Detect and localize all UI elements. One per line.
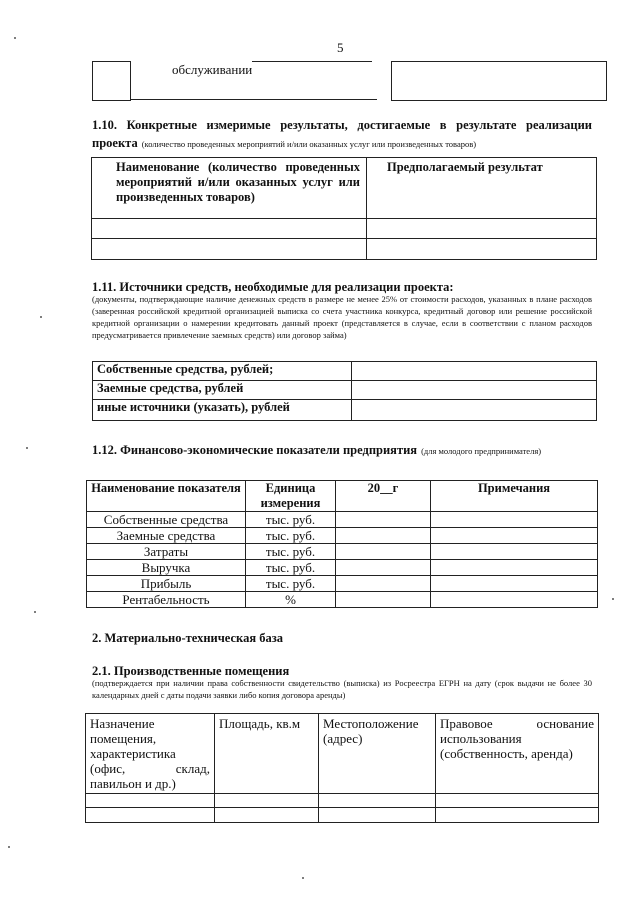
section-1-12-note: (для молодого предпринимателя) [421,446,542,456]
scan-speck [34,611,36,613]
section-1-11-title: 1.11. Источники средств, необходимые для реализации проекта: [92,280,454,294]
section-1-10-title: 1.10. Конкретные измеримые результаты, достигаемые в результате реализации проекта [92,118,592,150]
results-col-name: Наименование (количество проведенных мероприятий и/или оказанных услуг или произведенных товаров) [92,158,367,219]
input-cell[interactable] [215,794,319,808]
input-cell[interactable] [92,239,367,260]
input-cell[interactable] [336,512,431,528]
table-row [87,560,598,576]
indicator-unit: тыс. руб. [246,544,336,560]
funding-other: иные источники (указать), рублей [93,400,352,421]
header-area: Площадь, кв.м [215,714,319,794]
indicator-unit: тыс. руб. [246,560,336,576]
input-cell[interactable] [336,544,431,560]
indicator-name: Собственные средства [87,512,246,528]
indicator-name: Прибыль [87,576,246,592]
table-row [92,219,597,239]
section-2-1-note: (подтверждается при наличии права собственности свидетельство (выписка) из Росреестра ЕГРН на дату (срок выдачи не более 30 календарных дней с даты подачи заявки либо копия договора аренды) [92,678,592,700]
input-cell[interactable] [367,239,597,260]
section-2-title: 2. Материально-техническая база [92,631,283,645]
section-2-1-title: 2.1. Производственные помещения [92,664,290,678]
input-cell[interactable] [336,592,431,608]
table-row [87,528,598,544]
header-legal-basis: Правовое основание использования (собственность, аренда) [436,714,599,794]
table-row [93,400,597,421]
table-row [86,808,599,823]
premises-table [85,713,599,823]
table-row [87,544,598,560]
section-1-10-heading [92,116,592,152]
page-number: 5 [337,40,344,55]
scan-speck [14,37,16,39]
input-cell[interactable] [352,362,597,381]
input-cell[interactable] [436,794,599,808]
input-cell[interactable] [431,576,598,592]
input-cell[interactable] [336,560,431,576]
section-1-12-heading [92,441,541,459]
section-1-12-title: 1.12. Финансово-экономические показатели предприятия [92,443,418,457]
header-year: 20__г [336,481,431,512]
input-cell[interactable] [336,528,431,544]
header-location: Местоположение (адрес) [319,714,436,794]
input-cell[interactable] [431,544,598,560]
input-cell[interactable] [86,794,215,808]
input-cell[interactable] [215,808,319,823]
input-cell[interactable] [367,219,597,239]
indicator-name: Затраты [87,544,246,560]
input-cell[interactable] [431,592,598,608]
input-cell[interactable] [92,219,367,239]
header-purpose: Назначение помещения, характеристика (офис, склад, павильон и др.) [86,714,215,794]
scan-speck [302,877,304,879]
input-cell[interactable] [431,512,598,528]
input-cell[interactable] [431,528,598,544]
scan-speck [26,447,28,449]
section-1-10-note: (количество проведенных мероприятий и/или оказанных услуг или произведенных товаров) [141,139,477,149]
scan-speck [8,846,10,848]
table-row [86,794,599,808]
header-unit: Единица измерения [246,481,336,512]
input-cell[interactable] [352,400,597,421]
table-row [87,592,598,608]
indicator-name: Выручка [87,560,246,576]
table-row [92,239,597,260]
input-cell[interactable] [319,794,436,808]
indicator-unit: % [246,592,336,608]
top-cell-text: обслуживании [172,62,253,77]
funding-sources-table [92,361,597,421]
indicator-name: Заемные средства [87,528,246,544]
scan-speck [40,316,42,318]
indicator-unit: тыс. руб. [246,576,336,592]
scan-speck [612,598,614,600]
results-table [91,157,597,260]
top-table-fragment [92,61,606,100]
input-cell[interactable] [319,808,436,823]
table-row [87,576,598,592]
input-cell[interactable] [431,560,598,576]
financial-indicators-table [86,480,598,608]
input-cell[interactable] [336,576,431,592]
input-cell[interactable] [86,808,215,823]
header-notes: Примечания [431,481,598,512]
indicator-unit: тыс. руб. [246,512,336,528]
table-row [93,381,597,400]
indicator-unit: тыс. руб. [246,528,336,544]
input-cell[interactable] [436,808,599,823]
table-row [93,362,597,381]
header-indicator: Наименование показателя [87,481,246,512]
section-1-11-note: (документы, подтверждающие наличие денежных средств в размере не менее 25% от стоимости расходов, указанных в плане расходов (заверенная российской кредитной организацией выписка со счета участника конкурса, кредитный договор или решение российской кредитной организации о намерении кредитовать данный проект (представляется в случае, если в соответствии с планом расходов предусматривается привлечение заемных средств) или договор займа) [92,294,592,340]
table-row [87,512,598,528]
results-col-expected: Предполагаемый результат [367,158,597,219]
input-cell[interactable] [352,381,597,400]
funding-own: Собственные средства, рублей; [93,362,352,381]
indicator-name: Рентабельность [87,592,246,608]
funding-borrowed: Заемные средства, рублей [93,381,352,400]
